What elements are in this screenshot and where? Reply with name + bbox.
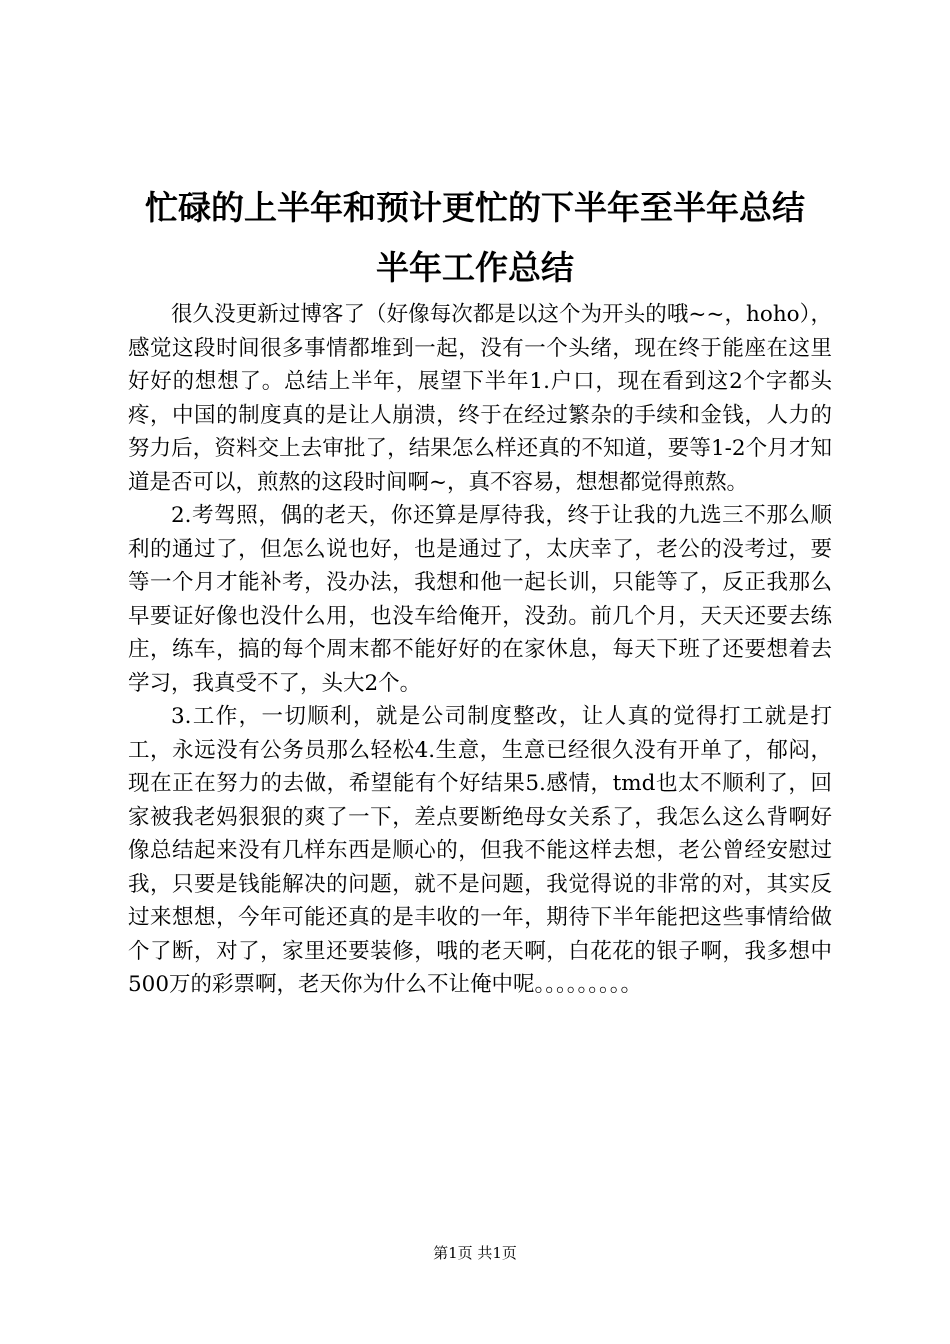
- paragraph-3: 3.工作，一切顺利，就是公司制度整改，让人真的觉得打工就是打工，永远没有公务员那么轻松4.生意，生意已经很久没有开单了，郁闷，现在正在努力的去做，希望能有个好结果5.感情，tmd也太不顺利了，回家被我老妈狠狠的爽了一下，差点要断绝母女关系了，我怎么这么背啊好像总结起来没有几样东西是顺心的，但我不能这样去想，老公曾经安慰过我，只要是钱能解决的问题，就不是问题，我觉得说的非常的对，其实反过来想想，今年可能还真的是丰收的一年，期待下半年能把这些事情给做个了断，对了，家里还要装修，哦的老天啊，白花花的银子啊，我多想中500万的彩票啊，老天你为什么不让俺中呢。。。。。。。。。: [128, 704, 832, 997]
- document-body: [128, 298, 832, 1002]
- paragraph-1: 很久没更新过博客了（好像每次都是以这个为开头的哦~~，hoho），感觉这段时间很多事情都堆到一起，没有一个头绪，现在终于能座在这里好好的想想了。总结上半年，展望下半年1.户口，现在看到这2个字都头疼，中国的制度真的是让人崩溃，终于在经过繁杂的手续和金钱，人力的努力后，资料交上去审批了，结果怎么样还真的不知道，要等1-2个月才知道是否可以，煎熬的这段时间啊~，真不容易，想想都觉得煎熬。: [128, 302, 832, 495]
- document-title: 忙碌的上半年和预计更忙的下半年至半年总结: [145, 188, 805, 227]
- document-subtitle: 半年工作总结: [376, 248, 574, 287]
- page-number-footer: 第1页 共1页: [433, 1244, 517, 1262]
- paragraph-2: 2.考驾照，偶的老天，你还算是厚待我，终于让我的九选三不那么顺利的通过了，但怎么说也好，也是通过了，太庆幸了，老公的没考过，要等一个月才能补考，没办法，我想和他一起长训，只能等了，反正我那么早要证好像也没什么用，也没车给俺开，没劲。前几个月，天天还要去练庄，练车，搞的每个周末都不能好好的在家休息，每天下班了还要想着去学习，我真受不了，头大2个。: [128, 503, 832, 696]
